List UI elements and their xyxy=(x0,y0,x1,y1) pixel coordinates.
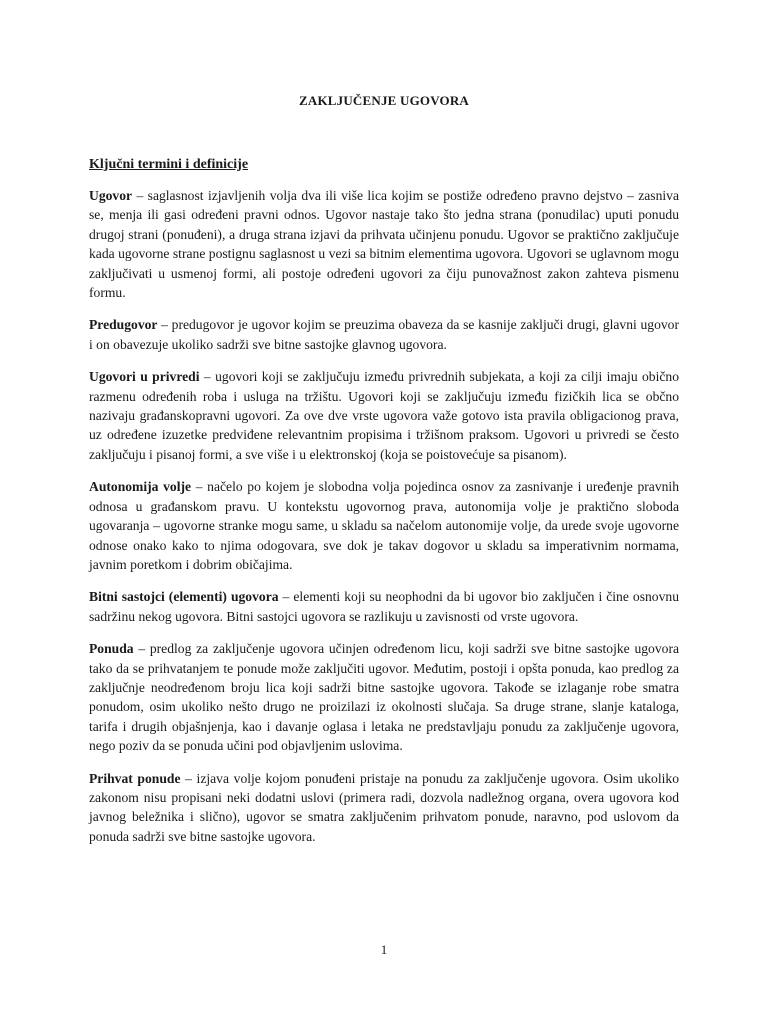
section-heading: Ključni termini i definicije xyxy=(89,157,249,172)
definition-text: – predugovor je ugovor kojim se preuzima obaveza da se kasnije zaključi drugi, glavni ugovor i on obavezuje ukoliko sadrži sve bitne sastojke glavnog ugovora. xyxy=(89,317,679,352)
definition-text: – ugovori koji se zaključuju između privrednih subjekata, a koji za cilji imaju obično razmenu određenih roba i usluga na tržištu. Ugovori koji se zaključuju između fizičkih lica se občno nazivaju građanskopravni ugovori. Za ove dve vrste ugovora važe gotovo ista pravila obligacionog prava, uz određene izuzetke predviđene relevantnim propisima i tržišnom praksom. Ugovori u privredi se često zaključuju i pisanoj formi, a sve više i u elektronskoj (koja se poistovećuje sa pisanom). xyxy=(89,369,680,462)
term-label: Ponuda xyxy=(89,641,134,657)
definition-text: – elementi koji su neophodni da bi ugovor bio zaključen i čine osnovnu sadržinu nekog ugovora. Bitni sastojci ugovora se razlikuju u zavisnosti od vrste ugovora. xyxy=(89,589,679,624)
page-number: 1 xyxy=(380,942,388,957)
term-label: Ugovor xyxy=(89,188,133,203)
term-label: Ugovori u privredi xyxy=(89,369,200,385)
document-body xyxy=(89,186,679,859)
paragraph-ponuda xyxy=(89,639,679,755)
definition-text: – izjava volje kojom ponuđeni pristaje na ponudu za zaključenje ugovora. Osim ukoliko zakonom nisu propisani neki dodatni uslovi (primera radi, dozvola nadležnog organa, overa ugovora kod javnog beležnika i slično), ugovor se smatra zaključenim prihvatom ponude, naravno, pod uslovom da ponuda sadrži sve bitne sastojke ugovora. xyxy=(89,770,679,844)
paragraph-predugovor xyxy=(89,315,679,354)
paragraph-bitni-sastojci xyxy=(89,587,679,626)
paragraph-ugovori-u-privredi xyxy=(89,367,679,464)
document-title: ZAKLJUČENJE UGOVORA xyxy=(298,93,470,108)
definition-text: – načelo po kojem je slobodna volja pojedinca osnov za zasnivanje i uređenje pravnih odnosa u građanskom pravu. U kontekstu ugovornog prava, autonomija volje je praktično sloboda ugovaranja – ugovorne stranke mogu same, u skladu sa načelom autonomije volje, da urede svoje ugovorne odnose onako kako to njima odogovara, sve dok je takav dogovor u skladu sa imperativnim normama, javnim poretkom i dobrim običajima. xyxy=(89,479,679,572)
paragraph-prihvat-ponude xyxy=(89,769,679,847)
paragraph-autonomija-volje xyxy=(89,477,679,574)
term-label: Predugovor xyxy=(89,317,158,333)
term-label: Prihvat ponude xyxy=(89,770,181,786)
definition-text: – predlog za zaključenje ugovora učinjen određenom licu, koji sadrži sve bitne sastojke ugovora tako da se prihvatanjem te ponude može zaključiti ugovor. Međutim, postoji i opšta ponuda, kao predlog za zaključnje neodređenom broju lica koji sadrži bitne sastojke ugovora. Takođe se izlaganje robe smatra ponudom, osim ukoliko nešto drugo ne proizilazi iz okolnosti slučaja. Sa druge strane, slanje kataloga, tarifa i drugih objašnjenja, kao i davanje oglasa i letaka ne predstavljaju ponudu za zaključenje ugovora, nego poziv da se ponuda učini pod objavljenim uslovima. xyxy=(89,641,679,754)
term-label: Autonomija volje xyxy=(89,479,192,495)
paragraph-ugovor xyxy=(89,186,679,302)
definition-text: – saglasnost izjavljenih volja dva ili više lica kojim se postiže određeno pravno dejstvo – zasniva se, menja ili gasi određeni pravni odnos. Ugovor nastaje tako što jedna strana (ponudilac) uputi ponudu drugoj strani (ponuđeni), a druga strana izjavi da prihvata učinjenu ponudu. Ugovor se praktično zaključuje kada ugovorne strane postignu saglasnost u vezi sa bitnim elementima ugovora. Ugovori se uglavnom mogu zaključivati u usmenoj formi, ali postoje određeni ugovori za čiju punovažnost zakon zahteva pismenu formu. xyxy=(89,188,679,301)
term-label: Bitni sastojci (elementi) ugovora xyxy=(89,589,279,605)
